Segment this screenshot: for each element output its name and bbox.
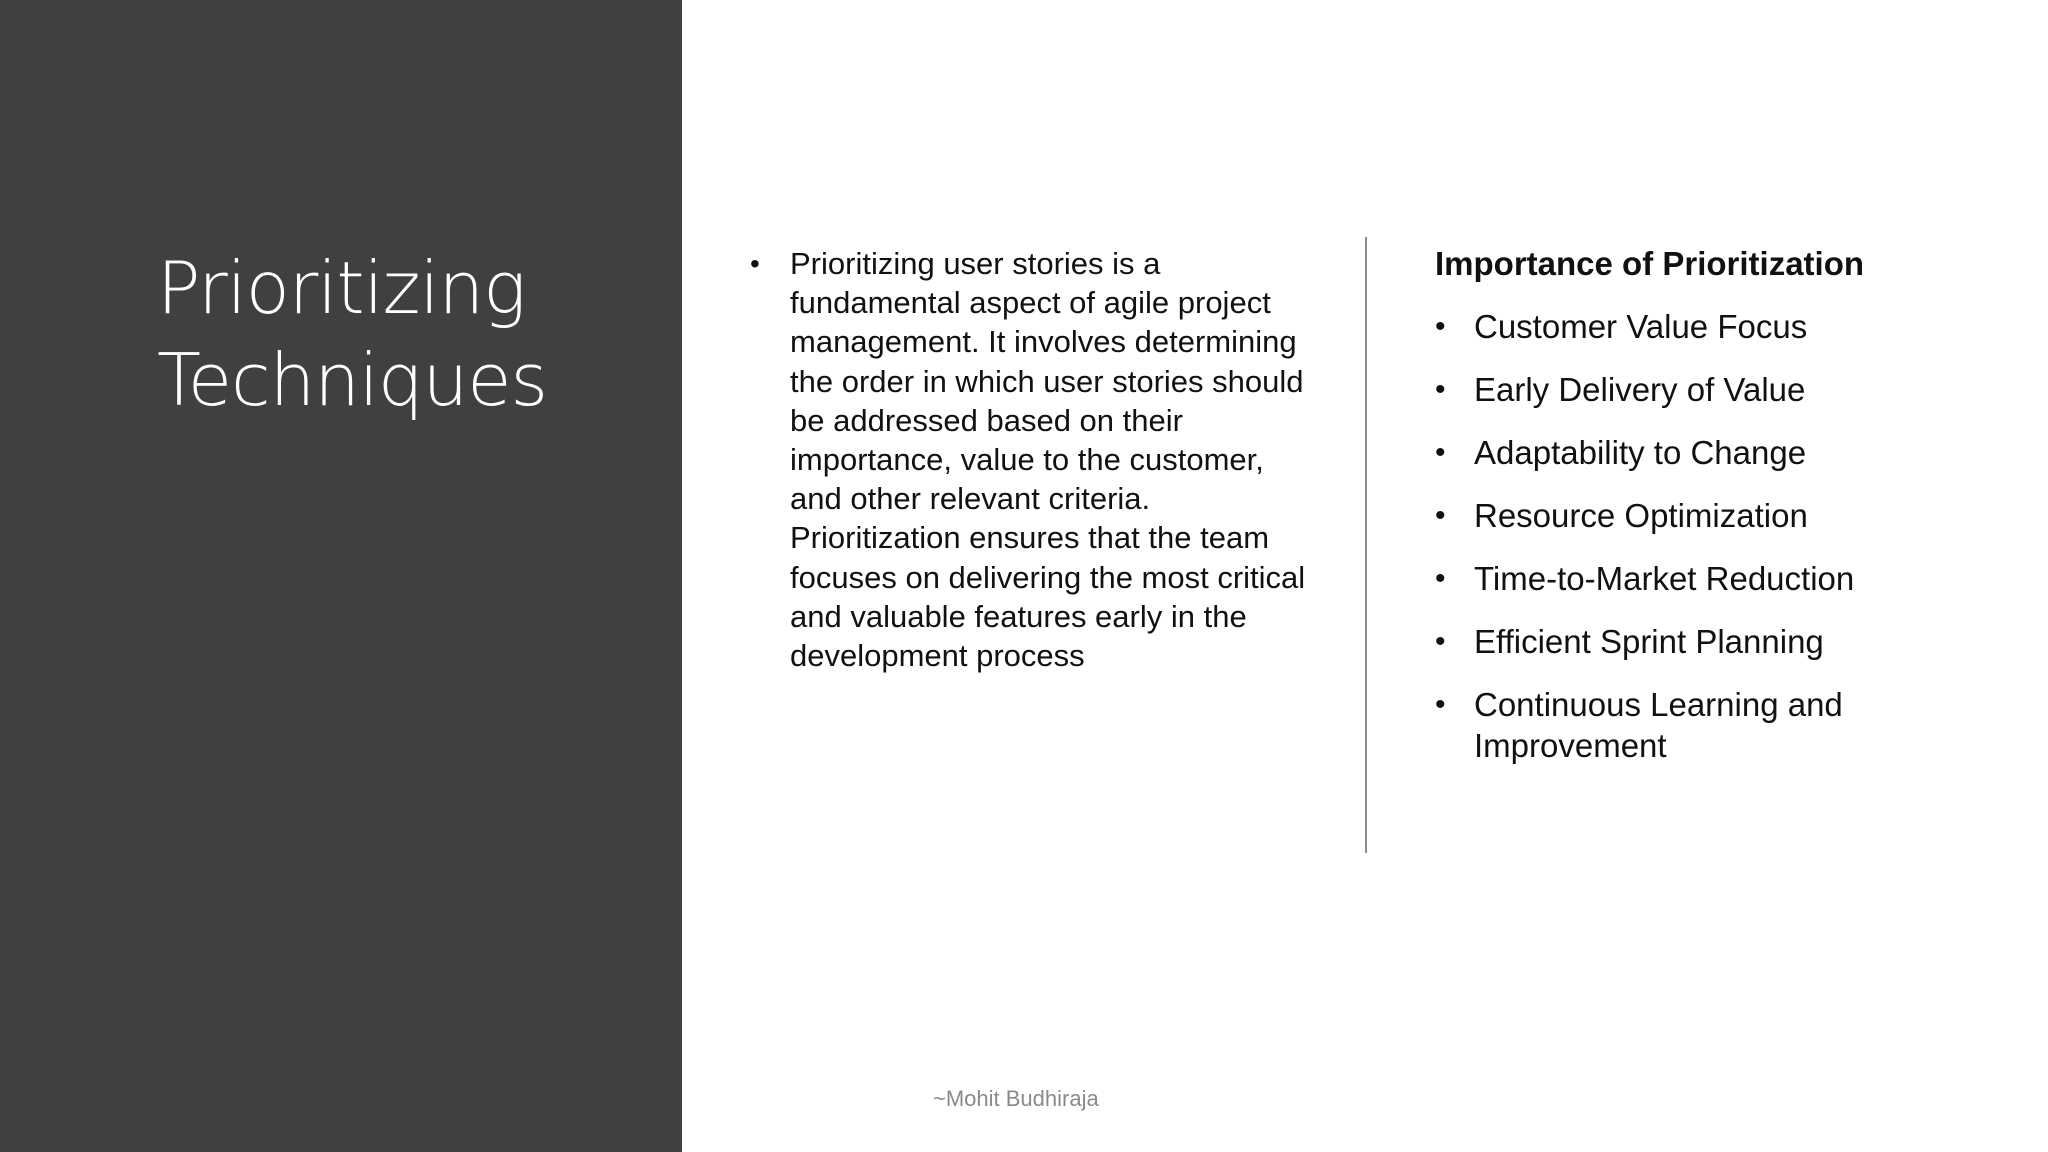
bullet-icon: • [1435,310,1446,343]
author-footer: ~Mohit Budhiraja [933,1086,1099,1111]
column-divider [1365,237,1367,853]
importance-item-label: Resource Optimization [1474,497,1808,534]
importance-item-customer-value [1435,306,2015,347]
bullet-icon: • [1435,436,1446,469]
importance-heading: Importance of Prioritization [1435,245,1865,282]
body-bullet-item [750,244,1310,675]
importance-item-continuous-learning [1435,684,2015,766]
bullet-icon: • [1435,373,1446,406]
body-paragraph: Prioritizing user stories is a fundamental aspect of agile project management. It involves determining the order in which user stories should be addressed based on their importance, value to the customer, and other relevant criteria. Prioritization ensures that the team focuses on delivering the most critical and valuable features early in the development process [790,246,1306,674]
body-bullet-list [750,244,1310,675]
bullet-icon: • [1435,499,1446,532]
importance-item-early-delivery [1435,369,2015,410]
importance-item-sprint-planning [1435,621,2015,662]
importance-item-label: Efficient Sprint Planning [1474,623,1824,660]
bullet-icon: • [750,248,760,279]
importance-item-label: Time-to-Market Reduction [1474,560,1855,597]
bullet-icon: • [1435,688,1446,721]
importance-item-time-to-market [1435,558,2015,599]
importance-item-label: Continuous Learning and Improvement [1474,686,1843,764]
title-line-2: Techniques [157,338,548,422]
title-panel [0,0,682,1152]
importance-column [1435,244,2015,788]
importance-item-label: Early Delivery of Value [1474,371,1806,408]
body-text-block [750,244,1310,675]
importance-item-label: Customer Value Focus [1474,308,1808,345]
bullet-icon: • [1435,625,1446,658]
importance-item-label: Adaptability to Change [1474,434,1807,471]
importance-item-adaptability [1435,432,2015,473]
slide-title [157,242,657,426]
importance-item-resource-optimization [1435,495,2015,536]
bullet-icon: • [1435,562,1446,595]
importance-list [1435,306,2015,766]
title-line-1: Prioritizing [157,246,526,330]
